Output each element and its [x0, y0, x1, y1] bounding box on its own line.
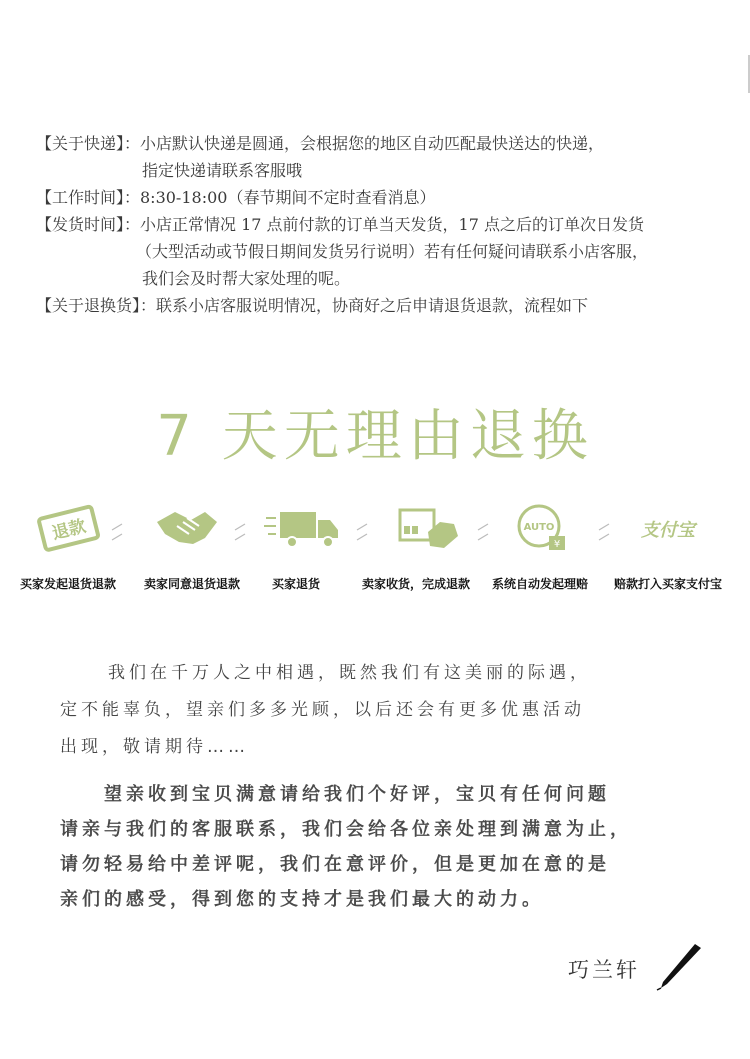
- delivery-truck-icon: [262, 500, 342, 560]
- notice-line-hours: 【工作时间】：8:30-18:00（春节期间不定时查看消息）: [36, 188, 436, 207]
- step-label-buyer-request: 买家发起退货退款: [19, 577, 116, 591]
- alipay-logo-text: 支付宝: [641, 520, 695, 541]
- notice-line-shipping: 【发货时间】：小店正常情况 17 点前付款的订单当天发货，17 点之后的订单次日发货: [36, 215, 644, 234]
- package-receive-icon: [392, 500, 472, 560]
- notice-line-shipping-cont: （大型活动或节假日期间发货另行说明）若有任何疑问请联系小店客服，: [136, 242, 649, 261]
- auto-text: AUTO: [523, 522, 555, 533]
- notice-line-shipping-cont2: 我们会及时帮大家处理的呢。: [142, 269, 351, 288]
- handshake-icon: [147, 500, 227, 560]
- shop-signature: 巧兰轩: [568, 958, 640, 982]
- step-separator-icon: [476, 522, 490, 542]
- greeting-paragraph: [60, 655, 700, 766]
- notice-line-returns: 【关于退换货】：联系小店客服说明情况，协商好之后申请退货退款，流程如下: [36, 296, 589, 315]
- step-label-system-claim: 系统自动发起理赔: [491, 577, 588, 591]
- refund-stamp-text: 退款: [50, 516, 88, 545]
- step-label-alipay-payout: 赔款打入买家支付宝: [613, 577, 722, 591]
- greeting-line: 定不能辜负，望亲们多多光顾，以后还会有更多优惠活动: [60, 700, 585, 720]
- review-line: 请亲与我们的客服联系，我们会给各位亲处理到满意为止，: [60, 819, 632, 840]
- step-separator-icon: [355, 522, 369, 542]
- svg-text:¥: ¥: [553, 539, 561, 550]
- step-separator-icon: [597, 522, 611, 542]
- refund-stamp-icon: [30, 500, 110, 560]
- shipping-notice: [36, 130, 726, 319]
- step-label-seller-receive: 卖家收货，完成退款: [361, 577, 470, 591]
- auto-payment-icon: [505, 500, 585, 560]
- review-line: 请勿轻易给中差评呢，我们在意评价，但是更加在意的是: [60, 854, 610, 875]
- step-label-seller-agree: 卖家同意退货退款: [143, 577, 240, 591]
- greeting-line: 我们在千万人之中相遇，既然我们有这美丽的际遇，: [108, 663, 591, 683]
- return-process-steps: [0, 500, 750, 600]
- headline-7-day-return: 7 天无理由退换: [156, 404, 594, 469]
- review-line: 望亲收到宝贝满意请给我们个好评，宝贝有任何问题: [104, 784, 610, 805]
- alipay-logo-icon: [628, 500, 708, 560]
- review-line: 亲们的感受，得到您的支持才是我们最大的动力。: [60, 889, 544, 910]
- step-label-buyer-return: 买家退货: [271, 577, 320, 591]
- notice-line-express-cont: 指定快递请联系客服哦: [142, 161, 303, 180]
- review-request-paragraph: [60, 777, 700, 917]
- notice-line-express: 【关于快递】：小店默认快递是圆通，会根据您的地区自动匹配最快送达的快递，: [36, 134, 605, 153]
- greeting-line: 出现，敬请期待……: [60, 737, 249, 757]
- step-separator-icon: [110, 522, 124, 542]
- step-separator-icon: [233, 522, 247, 542]
- pen-icon: [655, 940, 705, 992]
